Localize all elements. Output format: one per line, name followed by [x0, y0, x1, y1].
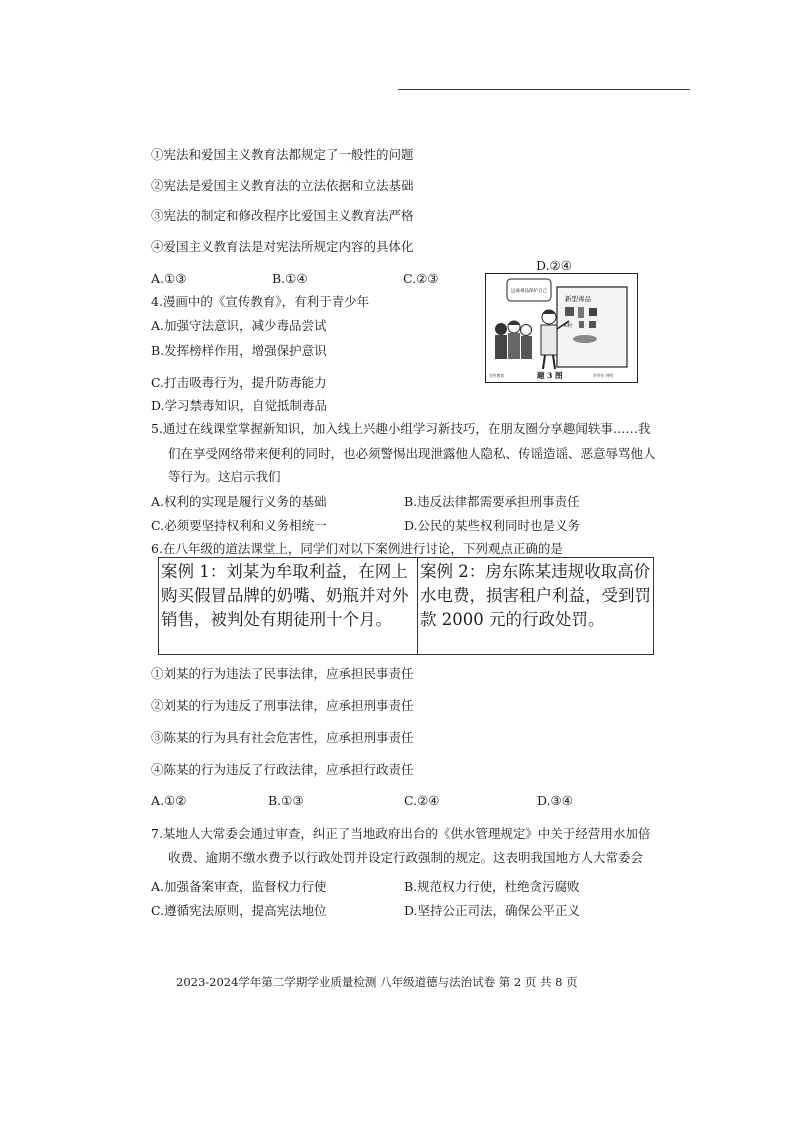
q4-option-d[interactable]: D.学习禁毒知识，自觉抵制毒品: [151, 398, 328, 413]
q3-statement-1: ①宪法和爱国主义教育法都规定了一般性的问题: [151, 147, 414, 162]
q4-stem: 4.漫画中的《宣传教育》，有利于青少年: [151, 294, 370, 309]
board-label: K粉: [564, 323, 573, 329]
q5-option-d[interactable]: D.公民的某些权利同时也是义务: [404, 518, 581, 533]
credit-left: 宣传教育: [489, 373, 505, 378]
q3-option-c[interactable]: C.②③: [403, 271, 439, 286]
q5-stem-line-1: 5.通过在线课堂掌握新知识，加入线上兴趣小组学习新技巧，在朋友圈分享趣闻轶事……我: [151, 421, 651, 436]
q4-option-a[interactable]: A.加强守法意识，减少毒品尝试: [151, 318, 327, 333]
q5-option-c[interactable]: C.必须要坚持权利和义务相统一: [151, 518, 327, 533]
q6-option-c[interactable]: C.②④: [404, 793, 440, 808]
q5-option-b[interactable]: B.违反法律都需要承担刑事责任: [404, 494, 580, 509]
q3-option-d[interactable]: D.②④: [536, 258, 572, 273]
q6-statement-3: ③陈某的行为具有社会危害性，应承担刑事责任: [151, 730, 414, 745]
case-2-text: 案例 2：房东陈某违规收取高价水电费，损害租户利益，受到罚款 2000 元的行政处罚。: [420, 562, 651, 629]
q6-statement-1: ①刘某的行为违法了民事法律，应承担民事责任: [151, 666, 414, 681]
q7-option-d[interactable]: D.坚持公正司法，确保公平正义: [404, 903, 581, 918]
q3-option-b[interactable]: B.①④: [272, 271, 308, 286]
q4-option-b[interactable]: B.发挥榜样作用，增强保护意识: [151, 343, 327, 358]
anti-drug-cartoon: [485, 273, 638, 383]
answer-line: [398, 89, 690, 90]
q6-case-table: [158, 557, 654, 655]
q5-option-a[interactable]: A.权利的实现是履行义务的基础: [151, 494, 327, 509]
q6-stem: 6.在八年级的道法课堂上，同学们对以下案例进行讨论，下列观点正确的是: [151, 541, 563, 556]
q3-statement-3: ③宪法的制定和修改程序比爱国主义教育法严格: [151, 208, 414, 223]
q7-stem-line-1: 7.某地人大常委会通过审查，纠正了当地政府出台的《供水管理规定》中关于经营用水加倍: [151, 826, 651, 841]
case-1-text: 案例 1：刘某为牟取利益，在网上购买假冒品牌的奶嘴、奶瓶并对外销售，被判处有期徒刑十个月。: [159, 558, 418, 654]
q7-stem-line-2: 收费、逾期不缴水费予以行政处罚并设定行政强制的规定。这表明我国地方人大常委会: [168, 850, 644, 865]
q5-stem-line-2: 们在享受网络带来便利的同时，也必须警惕出现泄露他人隐私、传谣造谣、恶意辱骂他人: [168, 446, 656, 461]
board-title: 新型毒品: [565, 295, 591, 303]
q6-option-a[interactable]: A.①②: [151, 793, 187, 808]
q3-option-a[interactable]: A.①③: [151, 271, 187, 286]
q4-option-c[interactable]: C.打击吸毒行为，提升防毒能力: [151, 375, 327, 390]
q3-statement-4: ④爱国主义教育法是对宪法所规定内容的具体化: [151, 239, 414, 254]
q7-option-b[interactable]: B.规范权力行使，杜绝贪污腐败: [404, 879, 580, 894]
q6-statement-2: ②刘某的行为违反了刑事法律，应承担刑事责任: [151, 698, 414, 713]
figure-caption: 题 3 图: [537, 371, 563, 380]
q3-statement-2: ②宪法是爱国主义教育法的立法依据和立法基础: [151, 178, 414, 193]
credit-right: 李华作 钟鸣: [593, 373, 614, 378]
q7-option-c[interactable]: C.遵循宪法原则，提高宪法地位: [151, 903, 327, 918]
q6-statement-4: ④陈某的行为违反了行政法律，应承担行政责任: [151, 762, 414, 777]
q7-option-a[interactable]: A.加强备案审查，监督权力行使: [151, 879, 327, 894]
speech-bubble-text: 远离毒品保护自己: [511, 289, 547, 294]
q6-option-b[interactable]: B.①③: [268, 793, 304, 808]
page-footer: 2023-2024学年第二学期学业质量检测 八年级道德与法治试卷 第 2 页 共 8 页: [176, 975, 578, 989]
q6-option-d[interactable]: D.③④: [537, 793, 573, 808]
q5-stem-line-3: 等行为。这启示我们: [168, 469, 281, 484]
